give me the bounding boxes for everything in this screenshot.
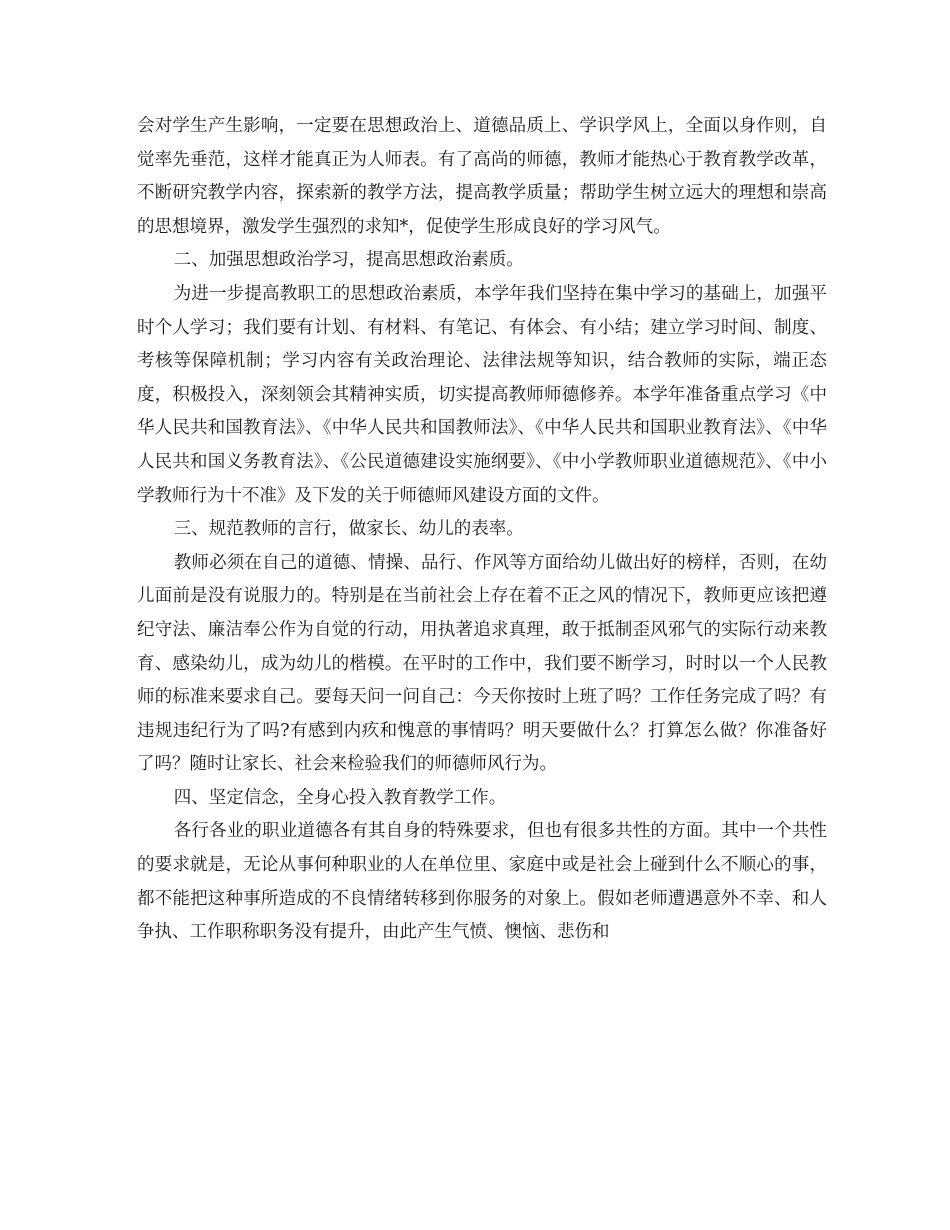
paragraph-teacher-conduct: 教师必须在自己的道德、情操、品行、作风等方面给幼儿做出好的榜样，否则，在幼儿面前是没有说服力的。特别是在当前社会上存在着不正之风的情况下，教师更应该把遵纪守法、廉洁奉公作为自觉的行动，用执著追求真理，敢于抵制歪风邪气的实际行动来教育、感染幼儿，成为幼儿的楷模。在平时的工作中，我们要不断学习，时时以一个人民教师的标准来要求自己。要每天问一问自己：今天你按时上班了吗？工作任务完成了吗？有违规违纪行为了吗?有感到内疚和愧意的事情吗？明天要做什么？打算怎么做？你准备好了吗？随时让家长、社会来检验我们的师德师风行为。: [137, 552, 827, 775]
section-heading-2: 二、加强思想政治学习，提高思想政治素质。: [173, 250, 524, 271]
document-body: [137, 110, 827, 950]
section-heading-3: 三、规范教师的言行，做家长、幼儿的表率。: [173, 519, 524, 540]
paragraph-continuation: 会对学生产生影响，一定要在思想政治上、道德品质上、学识学风上，全面以身作则，自觉率先垂范，这样才能真正为人师表。有了高尚的师德，教师才能热心于教育教学改革，不断研究教学内容，探索新的教学方法，提高教学质量；帮助学生树立远大的理想和崇高的思想境界，激发学生强烈的求知*，促使学生形成良好的学习风气。: [137, 116, 827, 237]
section-heading-4: 四、坚定信念，全身心投入教育教学工作。: [173, 787, 507, 808]
paragraph-political-study: 为进一步提高教职工的思想政治素质，本学年我们坚持在集中学习的基础上，加强平时个人学习；我们要有计划、有材料、有笔记、有体会、有小结；建立学习时间、制度、考核等保障机制；学习内容有关政治理论、法律法规等知识，结合教师的实际，端正态度，积极投入，深刻领会其精神实质，切实提高教师师德修养。本学年准备重点学习《中华人民共和国教育法》、《中华人民共和国教师法》、《中华人民共和国职业教育法》、《中华人民共和国义务教育法》、《公民道德建设实施纲要》、《中小学教师职业道德规范》、《中小学教师行为十不准》及下发的关于师德师风建设方面的文件。: [137, 283, 827, 506]
paragraph-professional-ethics: 各行各业的职业道德各有其自身的特殊要求，但也有很多共性的方面。其中一个共性的要求就是，无论从事何种职业的人在单位里、家庭中或是社会上碰到什么不顺心的事，都不能把这种事所造成的不良情绪转移到你服务的对象上。假如老师遭遇意外不幸、和人争执、工作职称职务没有提升，由此产生气愤、懊恼、悲伤和: [137, 821, 827, 943]
